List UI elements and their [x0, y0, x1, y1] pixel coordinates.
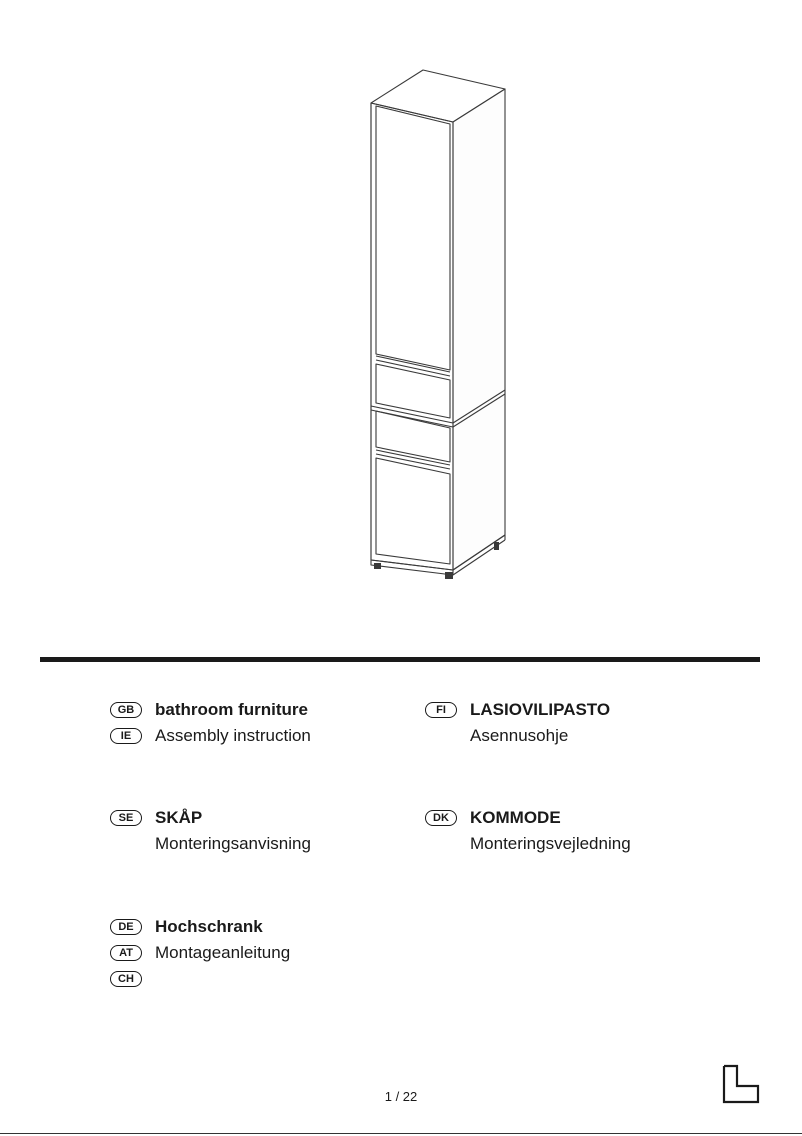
product-title-fi: LASIOVILIPASTO	[470, 700, 611, 719]
l-shape-corner-icon	[722, 1064, 760, 1104]
page-number: 1 / 22	[384, 1089, 418, 1104]
country-badge-ie: IE	[110, 728, 142, 744]
instruction-label-gb: Assembly instruction	[155, 726, 311, 745]
instruction-label-dk: Monteringsvejledning	[470, 834, 631, 853]
section-divider	[40, 657, 760, 662]
country-badge-fi: FI	[425, 702, 457, 718]
country-badge-se: SE	[110, 810, 142, 826]
page-bottom-edge	[0, 1133, 802, 1134]
country-badge-dk: DK	[425, 810, 457, 826]
country-badge-at: AT	[110, 945, 142, 961]
instruction-label-se: Monteringsanvisning	[155, 834, 311, 853]
product-title-dk: KOMMODE	[470, 808, 561, 827]
instruction-label-de: Montageanleitung	[155, 943, 291, 962]
product-title-de: Hochschrank	[155, 917, 263, 936]
product-title-gb: bathroom furniture	[155, 700, 308, 719]
country-badge-de: DE	[110, 919, 142, 935]
country-badge-ch: CH	[110, 971, 142, 987]
product-title-se: SKÅP	[155, 808, 203, 827]
country-badge-gb: GB	[110, 702, 142, 718]
instruction-label-fi: Asennusohje	[470, 726, 569, 745]
